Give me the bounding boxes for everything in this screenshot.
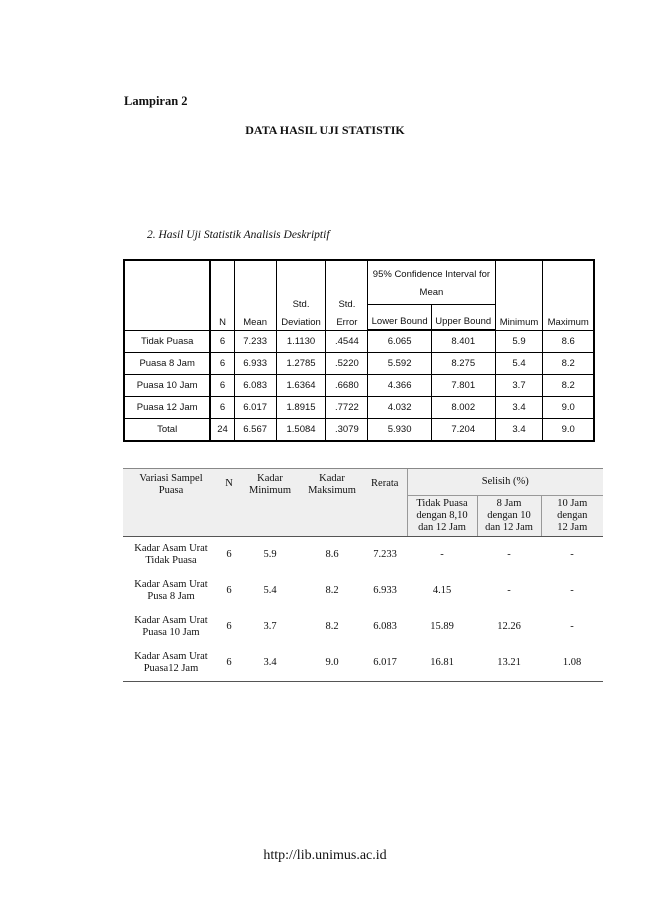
cell-mean: 7.233: [234, 330, 276, 353]
cell-sd: 1.6364: [276, 375, 326, 397]
cell-min: 3.4: [495, 397, 543, 419]
col-std-deviation-line1: Std.: [292, 298, 310, 310]
row-label: Tidak Puasa: [124, 330, 210, 353]
cell-max: 9.0: [543, 397, 594, 419]
header-kmin-line2: Minimum: [248, 485, 291, 496]
row-label: [123, 609, 219, 645]
table-row: [124, 397, 594, 419]
header-kadar-minimum: [239, 469, 301, 537]
row-label-line1: Kadar Asam Urat: [134, 543, 208, 554]
col-upper-bound: Upper Bound: [431, 305, 495, 331]
header-variasi-line1: Variasi Sampel: [139, 473, 203, 484]
cell-n: 6: [210, 375, 234, 397]
header-kmax-line2: Maksimum: [308, 485, 356, 496]
cell-mean: 6.083: [234, 375, 276, 397]
cell-se: .3079: [326, 419, 368, 442]
col-minimum: Minimum: [495, 260, 543, 330]
cell-upper: 8.275: [431, 353, 495, 375]
cell-rerata: 6.933: [373, 585, 397, 596]
cell-rerata: 7.233: [373, 549, 397, 560]
cell-selisih-3: -: [570, 621, 574, 632]
col-n: N: [210, 260, 234, 330]
header-rerata: Rerata: [363, 469, 407, 537]
cell-selisih-3: -: [570, 585, 574, 596]
table-row-total: [124, 419, 594, 442]
row-label-line1: Kadar Asam Urat: [134, 651, 208, 662]
row-label: Puasa 12 Jam: [124, 397, 210, 419]
col-std-deviation-line2: Deviation: [281, 316, 321, 328]
row-label: Puasa 10 Jam: [124, 375, 210, 397]
row-label-line2: Tidak Puasa: [145, 555, 197, 566]
col-std-error-line2: Error: [336, 316, 358, 328]
cell-n: 6: [210, 397, 234, 419]
cell-se: .5220: [326, 353, 368, 375]
cell-n: 6: [226, 621, 232, 632]
table-row: [123, 537, 603, 574]
table-row: [123, 645, 603, 682]
cell-min: 3.4: [239, 645, 301, 682]
col-std-deviation: [276, 260, 326, 330]
cell-max: 8.6: [543, 330, 594, 353]
cell-sd: 1.5084: [276, 419, 326, 442]
row-label: Puasa 8 Jam: [124, 353, 210, 375]
header-kmin-line1: Kadar: [257, 473, 283, 484]
cell-selisih-1: 15.89: [430, 621, 454, 632]
cell-selisih-2: 12.26: [497, 621, 521, 632]
cell-max: 9.0: [301, 645, 363, 682]
cell-n: 6: [210, 330, 234, 353]
sub1-line3: dan 12 Jam: [418, 522, 466, 533]
header-sub-8-jam: [477, 496, 541, 537]
row-label-line2: Puasa 10 Jam: [142, 627, 200, 638]
header-sub-10-jam: [541, 496, 603, 537]
col-confidence-interval: [368, 260, 495, 305]
cell-se: .4544: [326, 330, 368, 353]
table-row: [123, 573, 603, 609]
header-variasi: [123, 469, 219, 537]
col-lower-bound: Lower Bound: [368, 305, 432, 331]
cell-min: 3.7: [495, 375, 543, 397]
cell-lower: 5.930: [368, 419, 432, 442]
table-row: [123, 609, 603, 645]
cell-max: 9.0: [543, 419, 594, 442]
cell-lower: 5.592: [368, 353, 432, 375]
col-mean: Mean: [234, 260, 276, 330]
col-maximum: Maximum: [543, 260, 594, 330]
sub1-line2: dengan 8,10: [416, 510, 468, 521]
cell-upper: 7.801: [431, 375, 495, 397]
cell-sd: 1.2785: [276, 353, 326, 375]
row-label-line2: Pusa 8 Jam: [147, 591, 195, 602]
cell-upper: 7.204: [431, 419, 495, 442]
cell-upper: 8.002: [431, 397, 495, 419]
cell-lower: 6.065: [368, 330, 432, 353]
page-title: DATA HASIL UJI STATISTIK: [245, 123, 405, 137]
cell-min: 3.4: [495, 419, 543, 442]
cell-sd: 1.1130: [276, 330, 326, 353]
cell-selisih-1: 4.15: [432, 585, 452, 596]
cell-lower: 4.032: [368, 397, 432, 419]
table-row: [124, 353, 594, 375]
col-std-error-line1: Std.: [338, 298, 356, 310]
cell-min: 5.9: [495, 330, 543, 353]
header-n: N: [219, 469, 239, 537]
cell-selisih-3: 1.08: [541, 645, 603, 682]
cell-n: 6: [210, 353, 234, 375]
cell-max: 8.2: [543, 353, 594, 375]
row-label-line2: Puasa12 Jam: [143, 663, 199, 674]
cell-selisih-1: 16.81: [407, 645, 477, 682]
sub2-line1: 8 Jam: [496, 498, 522, 509]
row-label: Total: [124, 419, 210, 442]
cell-max: 8.6: [325, 549, 339, 560]
cell-n: 24: [210, 419, 234, 442]
table-row: [124, 330, 594, 353]
row-label-line1: Kadar Asam Urat: [134, 579, 208, 590]
cell-rerata: 6.083: [373, 621, 397, 632]
cell-selisih-1: -: [440, 549, 444, 560]
cell-se: .6680: [326, 375, 368, 397]
header-variasi-line2: Puasa: [158, 485, 184, 496]
ci-line1: 95% Confidence Interval for: [372, 269, 491, 280]
table-row: [124, 375, 594, 397]
row-label: [123, 645, 219, 682]
footer-url[interactable]: http://lib.unimus.ac.id: [263, 848, 387, 863]
uric-acid-difference-table: [123, 468, 603, 682]
sub1-line1: Tidak Puasa: [416, 498, 468, 509]
cell-mean: 6.933: [234, 353, 276, 375]
cell-selisih-2: 13.21: [477, 645, 541, 682]
cell-selisih-2: -: [507, 549, 511, 560]
cell-min: 5.4: [263, 585, 277, 596]
cell-selisih-3: -: [570, 549, 574, 560]
cell-max: 8.2: [325, 621, 339, 632]
sub2-line3: dan 12 Jam: [485, 522, 533, 533]
col-std-error: [326, 260, 368, 330]
cell-selisih-2: -: [507, 585, 511, 596]
row-label: [123, 537, 219, 574]
ci-line2: Mean: [419, 287, 444, 298]
cell-n: 6: [226, 549, 232, 560]
cell-sd: 1.8915: [276, 397, 326, 419]
row-label-line1: Kadar Asam Urat: [134, 615, 208, 626]
sub3-line1: 10 Jam: [557, 498, 588, 509]
cell-upper: 8.401: [431, 330, 495, 353]
cell-max: 8.2: [325, 585, 339, 596]
sub2-line2: dengan 10: [487, 510, 531, 521]
appendix-label: Lampiran 2: [124, 94, 188, 108]
row-label: [123, 573, 219, 609]
cell-mean: 6.017: [234, 397, 276, 419]
cell-n: 6: [219, 645, 239, 682]
sub3-line3: 12 Jam: [557, 522, 588, 533]
cell-min: 5.4: [495, 353, 543, 375]
header-sub-tidak-puasa: [407, 496, 477, 537]
row-label-header: [124, 260, 210, 330]
cell-min: 5.9: [263, 549, 277, 560]
section-subtitle: 2. Hasil Uji Statistik Analisis Deskriptif: [147, 229, 330, 241]
cell-mean: 6.567: [234, 419, 276, 442]
sub3-line2: dengan: [557, 510, 588, 521]
cell-rerata: 6.017: [363, 645, 407, 682]
header-selisih: Selisih (%): [407, 469, 603, 496]
header-kmax-line1: Kadar: [319, 473, 345, 484]
cell-max: 8.2: [543, 375, 594, 397]
cell-lower: 4.366: [368, 375, 432, 397]
header-kadar-maksimum: [301, 469, 363, 537]
cell-se: .7722: [326, 397, 368, 419]
descriptive-statistics-table: [123, 259, 595, 442]
cell-min: 3.7: [263, 621, 277, 632]
cell-n: 6: [226, 585, 232, 596]
